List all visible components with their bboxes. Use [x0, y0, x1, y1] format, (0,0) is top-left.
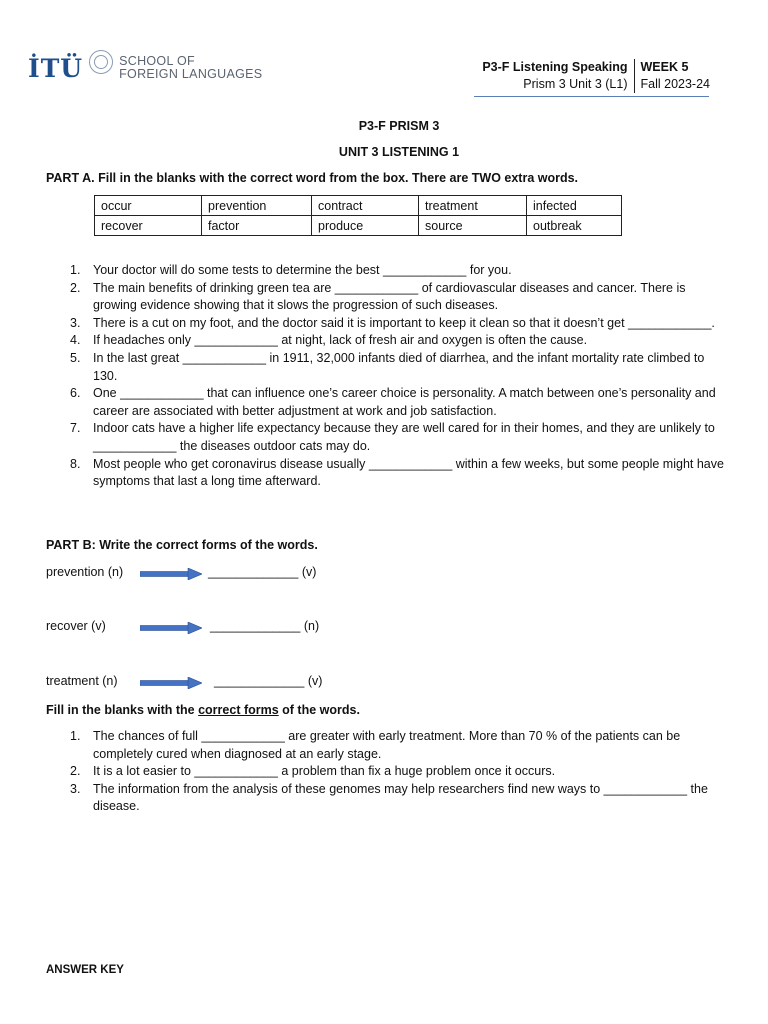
question-number: 2.	[70, 280, 81, 295]
part-b-heading: PART B: Write the correct forms of the words.	[46, 538, 318, 552]
worksheet-title: P3-F PRISM 3	[358, 119, 440, 133]
question-text: The information from the analysis of these genomes may help researchers find new ways to ____________ the disease.	[93, 781, 708, 814]
question-item	[0, 420, 768, 455]
answer-blank: _____________ (v)	[214, 674, 323, 688]
word-form-source: prevention (n)	[46, 565, 124, 579]
question-number: 2.	[70, 764, 81, 779]
question-text: Most people who get coronavirus disease usually ____________ within a few weeks, but some people might have symptoms that last a long time afterward.	[93, 456, 724, 489]
question-text: The main benefits of drinking green tea are ____________ of cardiovascular diseases and cancer. There is growing evidence showing that it slows the progression of such diseases.	[93, 280, 686, 313]
question-item	[0, 728, 768, 763]
part-c-questions	[0, 728, 768, 816]
question-number: 3.	[70, 315, 81, 330]
question-text: The chances of full ____________ are greater with early treatment. More than 70 % of the patients can be completely cured when diagnosed at an early stage.	[93, 729, 681, 761]
right-arrow-icon	[140, 622, 202, 634]
question-item	[0, 262, 768, 280]
question-number: 1.	[70, 729, 81, 743]
word-box-cell: prevention	[202, 196, 312, 216]
logo-line-1: SCHOOL OF	[119, 54, 195, 68]
question-item	[0, 280, 768, 315]
term-label: Fall 2023-24	[640, 77, 710, 91]
word-box-cell: produce	[312, 216, 419, 236]
answer-blank: _____________ (v)	[208, 565, 317, 579]
school-logo	[28, 48, 262, 88]
question-number: 6.	[70, 386, 81, 401]
question-text: In the last great ____________ in 1911, 32,000 infants died of diarrhea, and the infant mortality rate climbed to 130.	[93, 350, 705, 383]
word-box-cell: source	[419, 216, 527, 236]
course-info-right	[635, 59, 711, 93]
question-item	[0, 315, 768, 333]
course-name: P3-F Listening Speaking	[482, 60, 628, 74]
question-item	[0, 332, 768, 350]
question-text: It is a lot easier to ____________ a problem than fix a huge problem once it occurs.	[93, 764, 556, 779]
question-number: 3.	[70, 781, 81, 796]
question-text: Indoor cats have a higher life expectancy because they are well cared for in their homes, and they are unlikely to ____________ the diseases outdoor cats may do.	[93, 421, 715, 453]
question-item	[0, 456, 768, 491]
week-label: WEEK 5	[640, 60, 689, 74]
question-item	[0, 763, 768, 781]
logo-mark: İTÜ	[28, 53, 84, 83]
right-arrow-icon	[140, 677, 202, 689]
header-rule	[474, 96, 709, 97]
question-number: 5.	[70, 350, 81, 365]
word-box-cell: occur	[95, 196, 202, 216]
seal-icon	[89, 50, 113, 74]
logo-text	[119, 55, 262, 81]
part-c-heading-post: of the words.	[278, 703, 360, 717]
course-info-left	[482, 59, 634, 93]
question-text: If headaches only ____________ at night, lack of fresh air and oxygen is often the cause.	[93, 333, 588, 348]
word-box-cell: contract	[312, 196, 419, 216]
question-item	[0, 385, 768, 420]
question-text: One ____________ that can influence one’s career choice is personality. A match between one’s personality and career are associated with better adjustment at work and job satisfaction.	[93, 386, 716, 418]
logo-line-2: FOREIGN LANGUAGES	[119, 67, 263, 81]
part-c-heading-pre: Fill in the blanks with the	[46, 703, 199, 717]
word-box-cell: recover	[95, 216, 202, 236]
question-item	[0, 350, 768, 385]
question-text: There is a cut on my foot, and the doctor said it is important to keep it clean so that it doesn’t get ____________.	[93, 315, 715, 330]
answer-blank: _____________ (n)	[210, 619, 320, 633]
question-number: 8.	[70, 456, 81, 471]
question-number: 1.	[70, 263, 81, 277]
part-c-heading	[46, 703, 360, 717]
word-box-cell: factor	[202, 216, 312, 236]
answer-key-label: ANSWER KEY	[46, 964, 124, 976]
course-info	[482, 59, 710, 93]
part-c-heading-underlined: correct forms	[198, 703, 279, 717]
worksheet-subtitle: UNIT 3 LISTENING 1	[338, 145, 460, 159]
question-text: Your doctor will do some tests to determine the best ____________ for you.	[93, 263, 512, 277]
part-a-questions	[0, 262, 768, 491]
word-box	[94, 195, 622, 236]
part-a-heading: PART A. Fill in the blanks with the correct word from the box. There are TWO extra words.	[46, 171, 579, 185]
word-box-cell: outbreak	[527, 216, 622, 236]
question-number: 7.	[70, 421, 81, 436]
question-item	[0, 781, 768, 816]
word-box-cell: treatment	[419, 196, 527, 216]
question-number: 4.	[70, 333, 81, 348]
word-box-row	[95, 216, 622, 236]
unit-name: Prism 3 Unit 3 (L1)	[523, 77, 628, 91]
word-form-source: treatment (n)	[46, 674, 118, 688]
word-box-row	[95, 196, 622, 216]
word-form-source: recover (v)	[46, 619, 106, 633]
word-box-cell: infected	[527, 196, 622, 216]
right-arrow-icon	[140, 568, 202, 580]
